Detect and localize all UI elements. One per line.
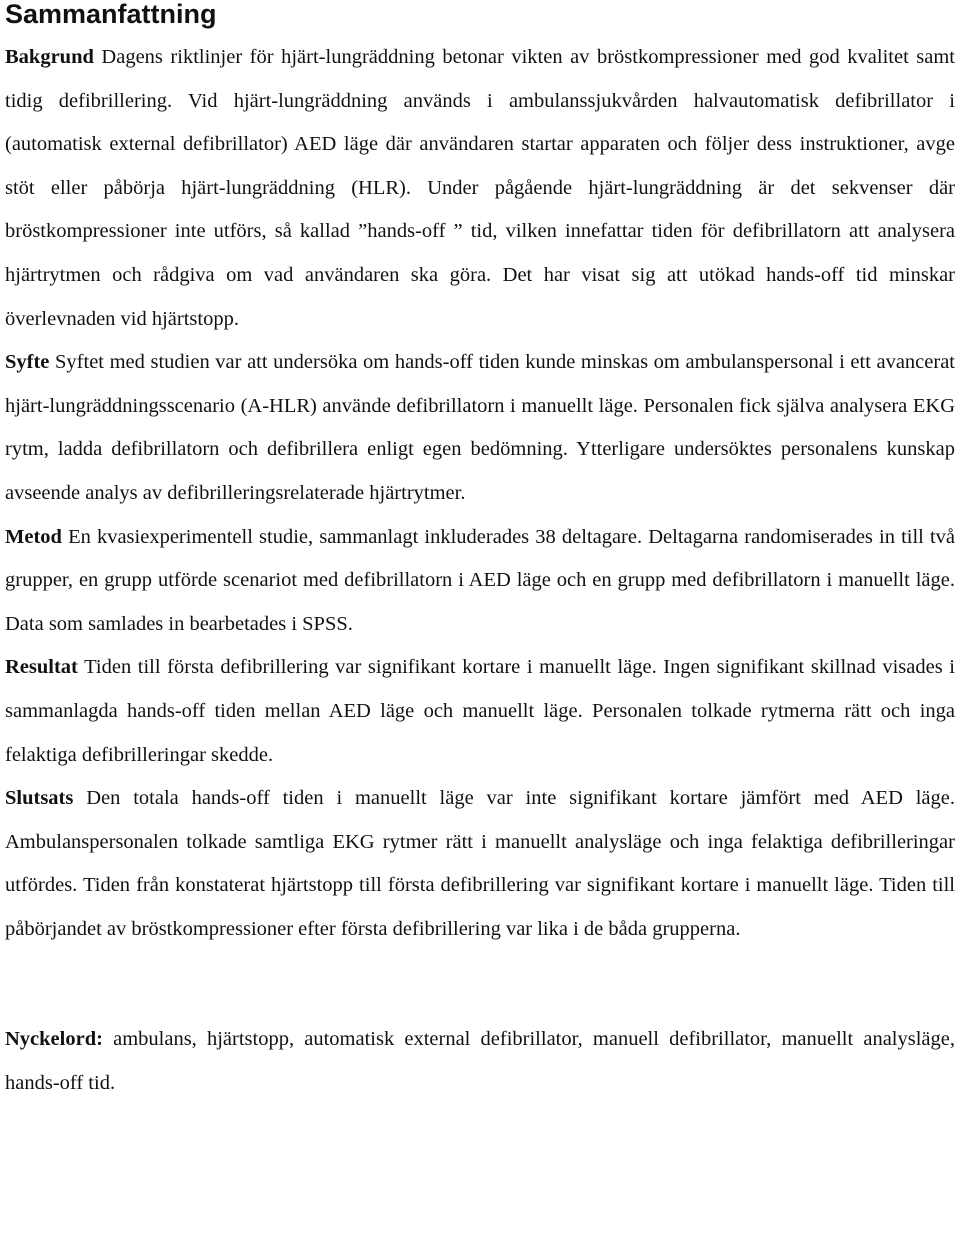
document-page <box>5 0 955 1106</box>
section-nyckelord <box>5 1018 955 1105</box>
section-label-metod: Metod <box>5 525 62 548</box>
page-title: Sammanfattning <box>5 0 217 29</box>
section-text-bakgrund: Dagens riktlinjer för hjärt-lungräddning betonar vikten av bröstkompressioner med god kvalitet samt tidig defibrillering. Vid hjärt-lungräddning används i ambulanssjukvården halvautomatisk defibrillator i (automatisk external defibrillator) AED läge där användaren startar apparaten och följer dess instruktioner, avge stöt eller påbörja hjärt-lungräddning (HLR). Under pågående hjärt-lungräddning är det sekvenser där bröstkompressioner inte utförs, så kallad ”hands-off ” tid, vilken innefattar tiden för defibrillatorn att analysera hjärtrytmen och rådgiva om vad användaren ska göra. Det har visat sig att utökad hands-off tid minskar överlevnaden vid hjärtstopp. <box>5 46 956 330</box>
section-label-bakgrund: Bakgrund <box>5 46 94 68</box>
section-slutsats <box>5 777 955 951</box>
section-syfte <box>5 341 955 515</box>
section-text-resultat: Tiden till första defibrillering var signifikant kortare i manuellt läge. Ingen signifikant skillnad visades i sammanlagda hands-off tiden mellan AED läge och manuellt läge. Personalen tolkade rytmerna rätt och inga felaktiga defibrilleringar skedde. <box>5 656 955 766</box>
section-label-syfte: Syfte <box>5 351 50 374</box>
section-text-syfte: Syftet med studien var att undersöka om hands-off tiden kunde minskas om ambulanspersonal i ett avancerat hjärt-lungräddningsscenario (A-HLR) använde defibrillatorn i manuellt läge. Personalen fick själva analysera EKG rytm, ladda defibrillatorn och defibrillera enligt egen bedömning. Ytterligare undersöktes personalens kunskap avseende analys av defibrilleringsrelaterade hjärtrytmer. <box>5 351 956 504</box>
section-bakgrund <box>5 36 955 341</box>
section-text-metod: En kvasiexperimentell studie, sammanlagt inkluderades 38 deltagare. Deltagarna randomiserades in till två grupper, en grupp utförde scenariot med defibrillatorn i AED läge och en grupp med defibrillatorn i manuellt läge. Data som samlades in bearbetades i SPSS. <box>5 525 956 635</box>
spacer <box>5 951 955 1018</box>
section-label-slutsats: Slutsats <box>5 787 74 810</box>
section-metod <box>5 516 955 647</box>
section-text-slutsats: Den totala hands-off tiden i manuellt läge var inte signifikant kortare jämfört med AED läge. Ambulanspersonalen tolkade samtliga EKG rytmer rätt i manuellt analysläge och inga felaktiga defibrilleringar utfördes. Tiden från konstaterat hjärtstopp till första defibrillering var signifikant kortare i manuellt läge. Tiden till påbörjandet av bröstkompressioner efter första defibrillering var lika i de båda grupperna. <box>5 787 955 940</box>
section-resultat <box>5 646 955 777</box>
section-label-resultat: Resultat <box>5 656 78 679</box>
section-text-nyckelord: ambulans, hjärtstopp, automatisk external defibrillator, manuell defibrillator, manuellt analysläge, hands-off tid. <box>5 1028 956 1095</box>
section-label-nyckelord: Nyckelord: <box>5 1028 103 1051</box>
